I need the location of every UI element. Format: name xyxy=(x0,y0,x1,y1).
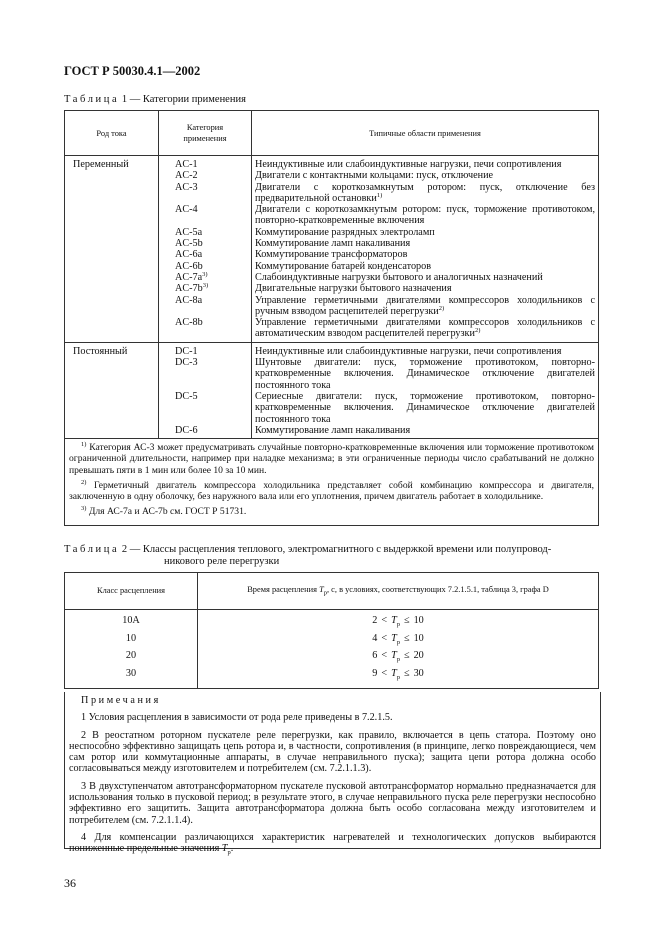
category-code xyxy=(175,182,251,193)
header-trip-time-symbol: T xyxy=(319,584,324,594)
current-type-cell: Переменный xyxy=(65,156,159,343)
footnote-text: Герметичный двигатель компрессора холодильника представляет собой комбинацию компрессора и двигателя, заключенную в одну оболочку, без наружного вала или его уплотнения, причем двигатель работает в холодильнике. xyxy=(69,479,594,502)
table1-caption-word: Таблица xyxy=(64,94,120,105)
application-line-text: Двигатели с контактными кольцами: пуск, отключение xyxy=(255,170,494,182)
less-than: < xyxy=(381,650,388,662)
trip-class-row xyxy=(65,667,599,688)
application-line-text: Управление герметичными двигателями компрессоров холодильников с xyxy=(255,294,595,306)
trip-time-cell xyxy=(198,632,599,650)
application-line-text: повторно-кратковременные включения xyxy=(255,215,425,227)
trip-time-high: 30 xyxy=(413,667,424,679)
table-application-categories xyxy=(64,110,599,526)
application-line xyxy=(255,402,595,413)
application-line-text: постоянного тока xyxy=(255,379,331,391)
category-code-text: DC-6 xyxy=(175,424,198,436)
category-code-text: AC-3 xyxy=(175,181,198,193)
category-code xyxy=(175,357,251,368)
header-category: Категория применения xyxy=(159,111,252,156)
table1-caption xyxy=(64,94,246,106)
category-spacer xyxy=(175,402,251,413)
application-line-text: кратковременные включения. Динамическое отключение двигателей xyxy=(255,368,595,380)
trip-class-row xyxy=(65,632,599,650)
page-number: 36 xyxy=(64,876,76,890)
trip-time-sub: p xyxy=(396,638,400,646)
trip-time-sub: p xyxy=(396,673,400,681)
category-code xyxy=(175,391,251,402)
category-code xyxy=(175,238,251,249)
category-code xyxy=(175,272,251,283)
category-spacer xyxy=(175,306,251,317)
application-line-text: Слабоиндуктивные нагрузки бытового и аналогичных назначений xyxy=(255,271,543,283)
trip-time-low: 9 xyxy=(372,667,378,679)
application-line xyxy=(255,249,595,260)
application-line xyxy=(255,306,595,317)
table1-footnotes-row xyxy=(65,439,599,526)
category-code-text: AC-6a xyxy=(175,249,203,261)
footnote-ref: 2) xyxy=(474,328,481,335)
note-item-4-sub: p xyxy=(227,849,231,857)
trip-time-sub: p xyxy=(396,656,400,664)
trip-class-cell: 30 xyxy=(65,667,198,688)
footnote xyxy=(69,442,594,476)
trip-time-low: 2 xyxy=(372,615,378,626)
current-type-cell: Постоянный xyxy=(65,342,159,438)
application-line xyxy=(255,215,595,226)
document-code: ГОСТ Р 50030.4.1—2002 xyxy=(64,64,201,78)
application-line xyxy=(255,295,595,306)
category-code xyxy=(175,249,251,260)
category-code-text: AC-7a xyxy=(175,271,203,283)
trip-time-symbol: T xyxy=(391,632,397,644)
note-item: 1 Условия расцепления в зависимости от рода реле приведены в 7.2.1.5. xyxy=(81,712,393,724)
application-line xyxy=(255,238,595,249)
trip-time-high: 10 xyxy=(413,615,424,626)
table1-caption-title: 1 — Категории применения xyxy=(119,94,246,105)
trip-time-cell xyxy=(198,649,599,667)
trip-time-symbol: T xyxy=(391,650,397,662)
category-code xyxy=(175,204,251,215)
category-code xyxy=(175,283,251,294)
header-typical-applications: Типичные области применения xyxy=(252,111,599,156)
header-trip-time-sub: p xyxy=(323,589,327,597)
category-code-text: DC-5 xyxy=(175,390,198,402)
category-code-text: AC-5b xyxy=(175,238,203,250)
notes-block xyxy=(64,692,601,857)
note-item: 2 В реостатном роторном пускателе реле перегрузки, как правило, включается в цепь статора. Поэтому оно неспособно эффективно защищать цепь ротора и, в частности, сопротивления (в принципе, легко повреждающиеся, чем сам ротор или коммутационные аппараты, в случае неправильного пуска); защита цепи ротора должна особо согласовываться между изготовителем и потребителем (см. 7.2.1.1.3). xyxy=(69,729,596,775)
category-code-text: DC-1 xyxy=(175,345,198,357)
trip-time-cell xyxy=(198,610,599,632)
table2-caption xyxy=(64,544,551,568)
category-code xyxy=(175,227,251,238)
header-trip-class: Класс расцепления xyxy=(65,573,198,610)
category-code-text: AC-5a xyxy=(175,226,203,238)
table1-group-row xyxy=(65,156,599,343)
application-line xyxy=(255,425,595,436)
trip-time-high: 10 xyxy=(413,632,424,644)
trip-class-row xyxy=(65,610,599,632)
application-line-text: Шунтовые двигатели: пуск, торможение противотоком, повторно- xyxy=(255,357,595,369)
note-item-4-symbol: T xyxy=(221,843,228,855)
table2-header-row xyxy=(65,573,599,610)
header-trip-time-b: , с, в условиях, соответствующих 7.2.1.5.1, таблица 3, графа D xyxy=(326,584,549,594)
category-code-text: AC-7b xyxy=(175,283,203,295)
category-code-text: AC-4 xyxy=(175,204,198,216)
less-than: < xyxy=(381,615,388,626)
header-current-type: Род тока xyxy=(65,111,159,156)
footnote xyxy=(69,480,594,502)
category-code xyxy=(175,295,251,306)
footnote-ref: 3) xyxy=(202,283,209,290)
application-line-text: Коммутирование ламп накаливания xyxy=(255,424,411,436)
footnote xyxy=(69,506,594,517)
application-line-text: постоянного тока xyxy=(255,413,331,425)
footnote-ref: 2) xyxy=(438,305,445,312)
less-equal: ≤ xyxy=(403,667,410,679)
note-item-4-end: . xyxy=(230,843,234,855)
category-code xyxy=(175,170,251,181)
category-code-text: DC-3 xyxy=(175,357,198,369)
application-line-text: Коммутирование трансформаторов xyxy=(255,249,408,261)
application-line xyxy=(255,261,595,272)
application-line-text: ручным взводом расцепителей перегрузки xyxy=(255,305,439,317)
applications-cell xyxy=(252,342,599,438)
table2-caption-title-2: никового реле перегрузки xyxy=(164,556,280,567)
trip-time-symbol: T xyxy=(391,615,397,626)
table2-body xyxy=(65,610,599,689)
table-trip-classes xyxy=(64,572,599,689)
category-code xyxy=(175,425,251,436)
note-item: 3 В двухступенчатом автотрансформаторном пускателе пусковой автотрансформатор нормально предназначается для использования только в пусковой период; в результате этого, в случае неправильного пуска реле перегрузки неспособно эффективно его защитить. Защита автотрансформатора должна быть особо согласована между изготовителем и потребителем (см. 7.2.1.1.4). xyxy=(69,780,596,826)
trip-time-symbol: T xyxy=(391,667,397,679)
trip-class-cell: 10 xyxy=(65,632,198,650)
footnote-mark: 3) xyxy=(81,505,87,513)
footnote-text: Категория АС-3 может предусматривать случайные повторно-кратковременные включения или торможение противотоком ограниченной длительности, например при наладке механизма; в эти ограниченные периоды число срабатываний не должно превышать пяти в 1 мин или более 10 за 10 мин. xyxy=(69,442,594,476)
category-code-text: AC-1 xyxy=(175,159,198,170)
table2-caption-word: Таблица xyxy=(64,544,120,555)
application-line-text: Управление герметичными двигателями компрессоров холодильников с xyxy=(255,317,595,329)
footnote-text: Для АС-7а и АС-7b см. ГОСТ Р 51731. xyxy=(86,506,247,518)
application-line xyxy=(255,159,595,170)
application-line xyxy=(255,368,595,379)
less-equal: ≤ xyxy=(403,650,410,662)
application-line-text: Двигатели с короткозамкнутым ротором: пуск, торможение противотоком, xyxy=(255,204,595,216)
header-trip-time-a: Время расцепления xyxy=(247,584,320,594)
application-line-text: Сериесные двигатели: пуск, торможение противотоком, повторно- xyxy=(255,390,595,402)
application-line-text: Коммутирование разрядных электроламп xyxy=(255,226,435,238)
category-spacer xyxy=(175,380,251,391)
category-code xyxy=(175,261,251,272)
trip-time-high: 20 xyxy=(413,650,424,662)
footnote-ref: 3) xyxy=(202,271,208,278)
application-line xyxy=(255,414,595,425)
application-line-text: Неиндуктивные или слабоиндуктивные нагрузки, печи сопротивления xyxy=(255,345,562,357)
trip-class-row xyxy=(65,649,599,667)
trip-time-cell xyxy=(198,667,599,688)
footnote-mark: 1) xyxy=(81,441,87,449)
trip-time-low: 4 xyxy=(372,632,378,644)
category-code xyxy=(175,317,251,328)
trip-class-cell: 20 xyxy=(65,649,198,667)
less-than: < xyxy=(381,667,388,679)
applications-cell xyxy=(252,156,599,343)
category-code-text: AC-2 xyxy=(175,170,198,182)
application-line-text: Неиндуктивные или слабоиндуктивные нагрузки, печи сопротивления xyxy=(255,159,562,170)
application-line xyxy=(255,357,595,368)
application-line-text: Двигательные нагрузки бытового назначения xyxy=(255,283,452,295)
category-codes-cell xyxy=(159,156,252,343)
application-line xyxy=(255,272,595,283)
less-equal: ≤ xyxy=(403,632,410,644)
application-line-text: Коммутирование ламп накаливания xyxy=(255,238,411,250)
less-than: < xyxy=(381,632,388,644)
application-line xyxy=(255,346,595,357)
category-code-text: AC-8b xyxy=(175,317,203,329)
category-spacer xyxy=(175,193,251,204)
table1-group-row xyxy=(65,342,599,438)
application-line xyxy=(255,204,595,215)
table1-footnotes xyxy=(65,439,599,526)
category-code-text: AC-6b xyxy=(175,260,203,272)
application-line xyxy=(255,170,595,181)
application-line xyxy=(255,380,595,391)
application-line xyxy=(255,391,595,402)
category-spacer xyxy=(175,414,251,425)
application-line-text: Двигатели с короткозамкнутым ротором: пуск, отключение без xyxy=(255,181,595,193)
category-spacer xyxy=(175,328,251,339)
application-line-text: автоматическим взводом расцепителей перегрузки xyxy=(255,328,475,340)
application-line xyxy=(255,227,595,238)
category-codes-cell xyxy=(159,342,252,438)
category-spacer xyxy=(175,215,251,226)
note-item-4-text: 4 Для компенсации различающихся характеристик нагревателей и технологических допусков выбираются пониженные предельные значения xyxy=(69,831,596,855)
table1-header-row xyxy=(65,111,599,156)
application-line xyxy=(255,328,595,339)
application-line-text: предварительной остановки xyxy=(255,192,377,204)
category-code xyxy=(175,159,251,170)
application-line-text: Коммутирование батарей конденсаторов xyxy=(255,260,432,272)
application-line xyxy=(255,283,595,294)
trip-time-low: 6 xyxy=(372,650,378,662)
application-line xyxy=(255,317,595,328)
category-code xyxy=(175,346,251,357)
category-spacer xyxy=(175,368,251,379)
application-line-text: кратковременные включения. Динамическое отключение двигателей xyxy=(255,402,595,414)
application-line xyxy=(255,193,595,204)
trip-time-sub: p xyxy=(396,621,400,629)
category-code-text: AC-8a xyxy=(175,294,203,306)
less-equal: ≤ xyxy=(403,615,410,626)
note-item-4 xyxy=(69,832,596,859)
table2-caption-title-1: 2 — Классы расцепления теплового, электромагнитного с выдержкой времени или полупровод- xyxy=(119,544,552,555)
footnote-ref: 1) xyxy=(376,192,383,199)
application-line xyxy=(255,182,595,193)
footnote-mark: 2) xyxy=(81,478,87,486)
notes-title: Примечания xyxy=(81,695,161,706)
header-trip-time xyxy=(198,573,599,610)
table1-body xyxy=(65,156,599,439)
trip-class-cell: 10A xyxy=(65,610,198,632)
